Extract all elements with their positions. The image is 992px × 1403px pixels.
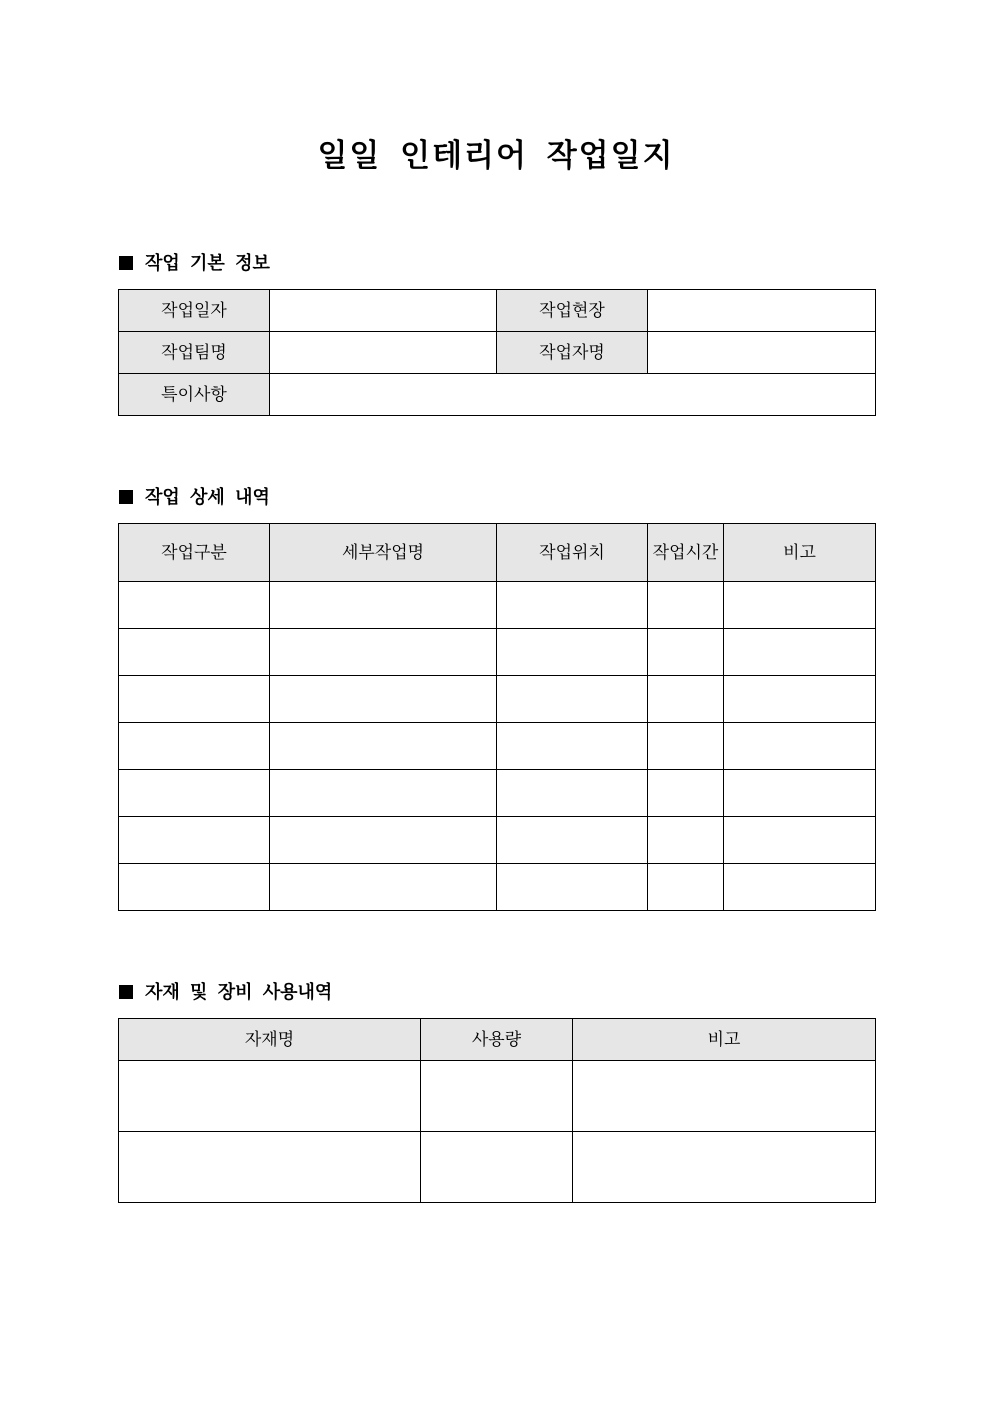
column-header-task-name: 세부작업명 [270, 524, 497, 582]
table-cell[interactable] [724, 864, 876, 911]
basic-info-heading-text: 작업 기본 정보 [145, 253, 270, 274]
document-title: 일일 인테리어 작업일지 [317, 138, 675, 174]
table-cell[interactable] [421, 1132, 573, 1203]
work-site-label: 작업현장 [497, 290, 648, 332]
table-cell[interactable] [648, 629, 724, 676]
table-cell[interactable] [724, 723, 876, 770]
square-bullet-icon [119, 490, 133, 504]
table-row [119, 1132, 876, 1203]
work-details-heading [119, 485, 270, 511]
table-header-row [119, 524, 876, 582]
table-cell[interactable] [648, 817, 724, 864]
table-cell[interactable] [497, 582, 648, 629]
table-cell[interactable] [648, 770, 724, 817]
table-cell[interactable] [648, 676, 724, 723]
table-row [119, 770, 876, 817]
column-header-note: 비고 [724, 524, 876, 582]
materials-heading [119, 980, 332, 1006]
table-cell[interactable] [497, 629, 648, 676]
table-row [119, 374, 876, 416]
work-date-field[interactable] [270, 290, 497, 332]
table-row [119, 332, 876, 374]
materials-heading-text: 자재 및 장비 사용내역 [145, 982, 333, 1003]
table-row [119, 290, 876, 332]
worker-name-label: 작업자명 [497, 332, 648, 374]
table-cell[interactable] [119, 1132, 421, 1203]
table-cell[interactable] [270, 817, 497, 864]
table-cell[interactable] [270, 629, 497, 676]
table-cell[interactable] [119, 582, 270, 629]
worker-name-field[interactable] [648, 332, 876, 374]
square-bullet-icon [119, 985, 133, 999]
work-details-table [118, 523, 876, 911]
table-cell[interactable] [724, 582, 876, 629]
table-cell[interactable] [119, 770, 270, 817]
table-cell[interactable] [270, 864, 497, 911]
table-cell[interactable] [497, 723, 648, 770]
column-header-usage-amount: 사용량 [421, 1019, 573, 1061]
column-header-work-type: 작업구분 [119, 524, 270, 582]
table-cell[interactable] [724, 817, 876, 864]
table-cell[interactable] [119, 864, 270, 911]
column-header-material-name: 자재명 [119, 1019, 421, 1061]
table-cell[interactable] [270, 582, 497, 629]
table-cell[interactable] [119, 817, 270, 864]
table-cell[interactable] [497, 817, 648, 864]
table-row [119, 582, 876, 629]
table-cell[interactable] [648, 864, 724, 911]
column-header-note: 비고 [573, 1019, 876, 1061]
table-row [119, 1061, 876, 1132]
team-name-field[interactable] [270, 332, 497, 374]
table-cell[interactable] [497, 770, 648, 817]
table-row [119, 817, 876, 864]
table-cell[interactable] [724, 676, 876, 723]
table-cell[interactable] [573, 1061, 876, 1132]
table-row [119, 629, 876, 676]
table-row [119, 676, 876, 723]
table-cell[interactable] [573, 1132, 876, 1203]
column-header-location: 작업위치 [497, 524, 648, 582]
table-cell[interactable] [119, 1061, 421, 1132]
work-site-field[interactable] [648, 290, 876, 332]
table-cell[interactable] [270, 770, 497, 817]
basic-info-table [118, 289, 876, 416]
team-name-label: 작업팀명 [119, 332, 270, 374]
table-cell[interactable] [421, 1061, 573, 1132]
table-cell[interactable] [119, 676, 270, 723]
table-cell[interactable] [648, 582, 724, 629]
table-cell[interactable] [119, 723, 270, 770]
table-cell[interactable] [497, 676, 648, 723]
work-details-heading-text: 작업 상세 내역 [145, 487, 270, 508]
table-cell[interactable] [497, 864, 648, 911]
materials-table [118, 1018, 876, 1203]
table-cell[interactable] [724, 629, 876, 676]
table-header-row [119, 1019, 876, 1061]
square-bullet-icon [119, 256, 133, 270]
basic-info-heading [119, 251, 270, 277]
work-date-label: 작업일자 [119, 290, 270, 332]
table-cell[interactable] [724, 770, 876, 817]
table-cell[interactable] [119, 629, 270, 676]
column-header-work-time: 작업시간 [648, 524, 724, 582]
table-cell[interactable] [648, 723, 724, 770]
remarks-field[interactable] [270, 374, 876, 416]
table-cell[interactable] [270, 676, 497, 723]
table-row [119, 723, 876, 770]
table-row [119, 864, 876, 911]
table-cell[interactable] [270, 723, 497, 770]
remarks-label: 특이사항 [119, 374, 270, 416]
